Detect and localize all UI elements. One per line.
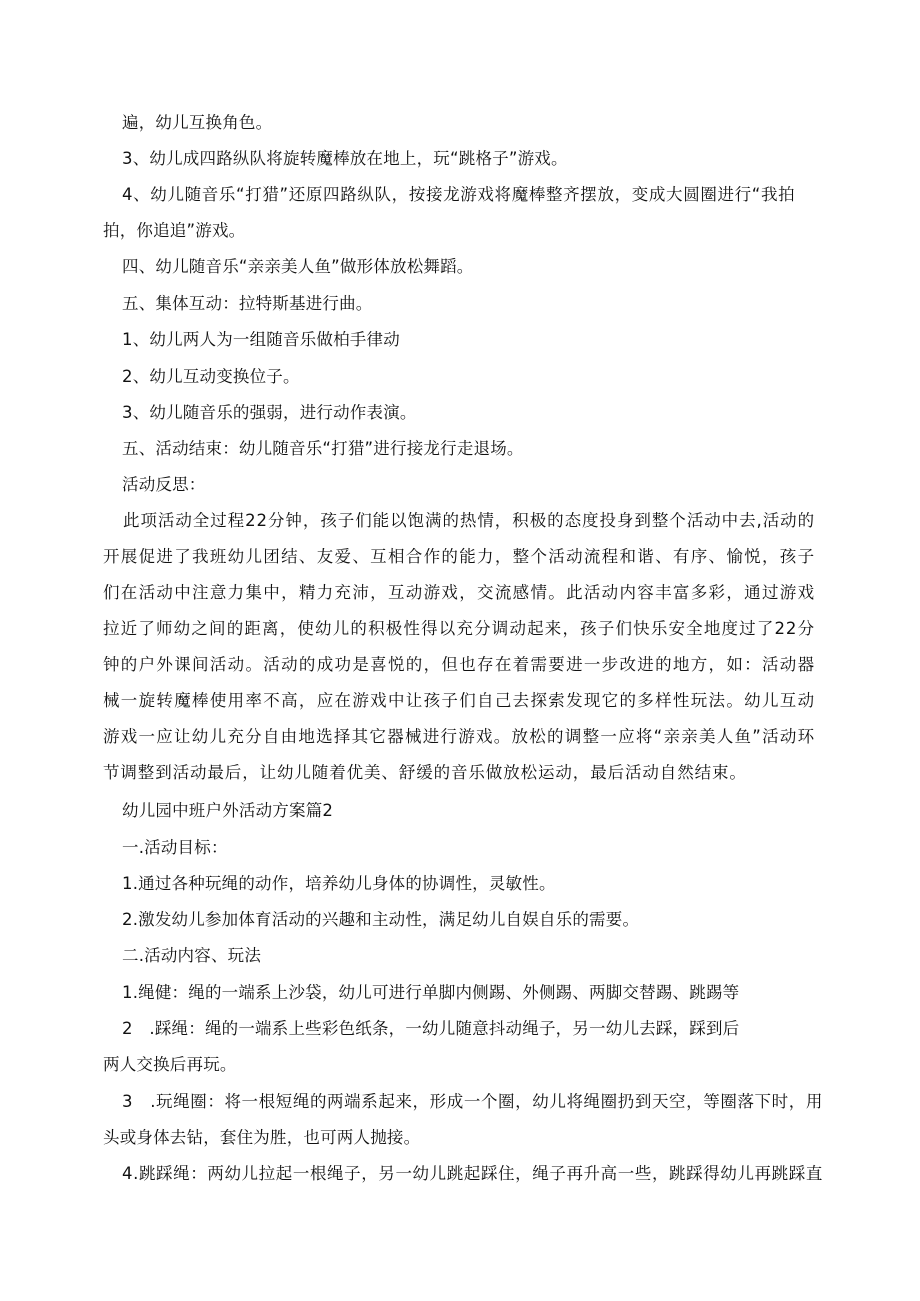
list-item: 2.激发幼儿参加体育活动的兴趣和主动性，满足幼儿自娱自乐的需要。 [122, 910, 640, 929]
section-heading: 二.活动内容、玩法 [122, 946, 262, 965]
section-heading: 四、幼儿随音乐“亲亲美人鱼”做形体放松舞蹈。 [122, 257, 474, 276]
list-item-continuation: 两人交换后再玩。 [103, 1055, 237, 1074]
reflection-paragraph: 此项活动全过程22分钟，孩子们能以饱满的热情，积极的态度投身到整个活动中去,活动的开展促进了我班幼儿团结、友爱、互相合作的能力，整个活动流程和谐、有序、愉悦，孩子们在活动中注意力集中，精力充沛，互动游戏，交流感情。此活动内容丰富多彩，通过游戏拉近了师幼之间的距离，使幼儿的积极性得以充分调动起来，孩子们快乐安全地度过了22分钟的户外课间活动。活动的成功是喜悦的，但也存在着需要进一步改进的地方，如：活动器械一旋转魔棒使用率不高，应在游戏中让孩子们自己去探索发现它的多样性玩法。幼儿互动游戏一应让幼儿充分自由地选择其它器械进行游戏。放松的调整一应将“亲亲美人鱼”活动环节调整到活动最后，让幼儿随着优美、舒缓的音乐做放松运动，最后活动自然结束。 [103, 511, 815, 782]
text-line: 3、幼儿随音乐的强弱，进行动作表演。 [122, 403, 417, 422]
section-title: 幼儿园中班户外活动方案篇2 [122, 801, 334, 820]
text-line: 2、幼儿互动变换位子。 [122, 367, 300, 386]
text-line: 遍，幼儿互换角色。 [122, 113, 273, 132]
list-item: 3 .玩绳圈：将一根短绳的两端系起来，形成一个圈，幼儿将绳圈扔到天空，等圈落下时，用 [122, 1092, 823, 1111]
list-item-continuation: 头或身体去钻，套住为胜，也可两人抛接。 [103, 1128, 421, 1147]
list-item: 4.跳踩绳：两幼儿拉起一根绳子，另一幼儿跳起踩住，绳子再升高一些，跳踩得幼儿再跳踩直 [122, 1164, 823, 1183]
text-line: 1、幼儿两人为一组随音乐做柏手律动 [122, 330, 400, 349]
reflection-heading: 活动反思： [122, 475, 206, 494]
list-item: 1.通过各种玩绳的动作，培养幼儿身体的协调性，灵敏性。 [122, 874, 556, 893]
section-heading: 一.活动目标： [122, 838, 228, 857]
text-line: 3、幼儿成四路纵队将旋转魔棒放在地上，玩“跳格子”游戏。 [122, 149, 568, 168]
section-heading: 五、活动结束：幼儿随音乐“打猎”进行接龙行走退场。 [122, 439, 524, 458]
section-heading: 五、集体互动：拉特斯基进行曲。 [122, 294, 373, 313]
list-item: 2 .踩绳：绳的一端系上些彩色纸条，一幼儿随意抖动绳子，另一幼儿去踩，踩到后 [122, 1019, 740, 1038]
text-line: 4、幼儿随音乐“打猎”还原四路纵队，按接龙游戏将魔棒整齐摆放，变成大圆圈进行“我拍 [122, 185, 796, 204]
list-item: 1.绳健：绳的一端系上沙袋，幼儿可进行单脚内侧踢、外侧踢、两脚交替踢、跳踢等 [122, 983, 740, 1002]
text-line: 拍，你追追”游戏。 [103, 221, 246, 240]
